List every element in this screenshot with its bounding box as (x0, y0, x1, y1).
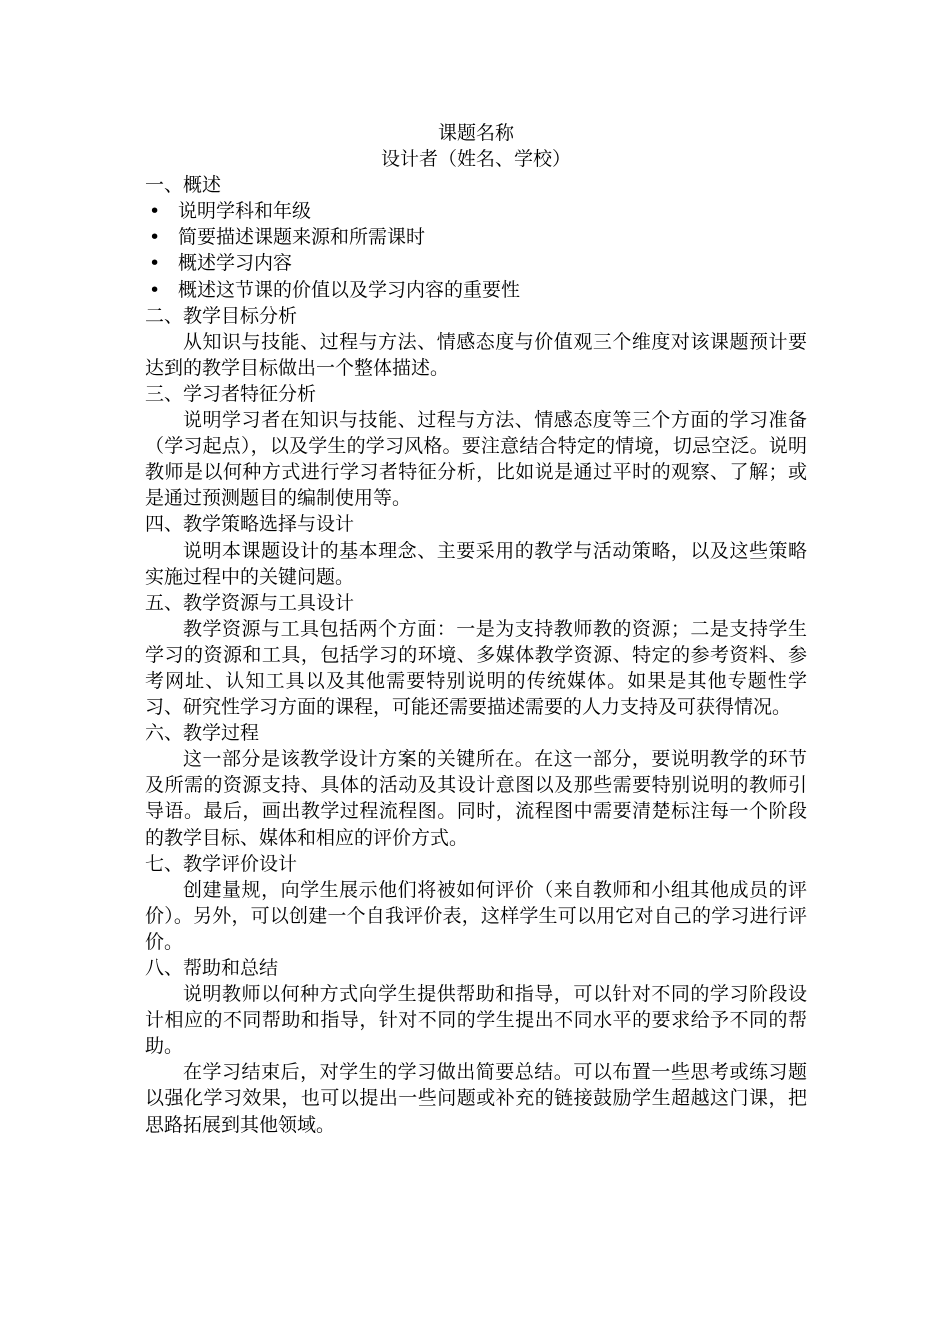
section-overview (145, 172, 807, 302)
document-page (145, 120, 807, 1138)
bullet-icon: • (149, 226, 161, 249)
paragraph: 在学习结束后，对学生的学习做出简要总结。可以布置一些思考或练习题以强化学习效果，也可以提出一些问题或补充的链接鼓励学生超越这门课，把思路拓展到其他领域。 (145, 1061, 807, 1136)
list-item-text: 概述这节课的价值以及学习内容的重要性 (178, 278, 521, 301)
list-item (145, 250, 807, 276)
list-item-text: 概述学习内容 (178, 252, 293, 275)
bullet-icon: • (149, 200, 161, 223)
section-heading: 七、教学评价设计 (145, 852, 298, 875)
paragraph: 教学资源与工具包括两个方面：一是为支持教师教的资源；二是支持学生学习的资源和工具，包括学习的环境、多媒体教学资源、特定的参考资料、参考网址、认知工具以及其他需要特别说明的传统媒体。如果是其他专题性学习、研究性学习方面的课程，可能还需要描述需要的人力支持及可获得情况。 (145, 617, 807, 719)
paragraph: 说明教师以何种方式向学生提供帮助和指导，可以针对不同的学习阶段设计相应的不同帮助和指导，针对不同的学生提出不同水平的要求给予不同的帮助。 (145, 983, 807, 1058)
section-strategy (145, 511, 807, 589)
bullet-icon: • (149, 252, 161, 275)
list-item (145, 198, 807, 224)
section-process (145, 720, 807, 850)
list-item (145, 224, 807, 250)
list-item-text: 简要描述课题来源和所需课时 (178, 226, 426, 249)
paragraph: 这一部分是该教学设计方案的关键所在。在这一部分，要说明教学的环节及所需的资源支持、具体的活动及其设计意图以及那些需要特别说明的教师引导语。最后，画出教学过程流程图。同时，流程图中需要清楚标注每一个阶段的教学目标、媒体和相应的评价方式。 (145, 748, 807, 849)
section-heading: 四、教学策略选择与设计 (145, 513, 355, 536)
paragraph: 从知识与技能、过程与方法、情感态度与价值观三个维度对该课题预计要达到的教学目标做出一个整体描述。 (145, 330, 807, 379)
paragraph: 说明本课题设计的基本理念、主要采用的教学与活动策略，以及这些策略实施过程中的关键问题。 (145, 539, 807, 588)
bullet-list (145, 198, 807, 302)
section-learner-analysis (145, 381, 807, 511)
section-evaluation (145, 851, 807, 955)
section-resources (145, 590, 807, 720)
section-heading: 八、帮助和总结 (145, 957, 279, 979)
list-item-text: 说明学科和年级 (178, 200, 312, 223)
section-heading: 五、教学资源与工具设计 (145, 591, 355, 614)
section-objectives (145, 303, 807, 381)
document-subtitle: 设计者（姓名、学校） (380, 148, 571, 171)
paragraph: 说明学习者在知识与技能、过程与方法、情感态度等三个方面的学习准备（学习起点），以及学生的学习风格。要注意结合特定的情境，切忌空泛。说明教师是以何种方式进行学习者特征分析，比如说是通过平时的观察、了解；或是通过预测题目的编制使用等。 (145, 409, 807, 510)
section-heading: 一、概述 (145, 174, 222, 197)
list-item (145, 277, 807, 303)
section-heading: 三、学习者特征分析 (145, 382, 317, 405)
paragraph: 创建量规，向学生展示他们将被如何评价（来自教师和小组其他成员的评价）。另外，可以创建一个自我评价表，这样学生可以用它对自己的学习进行评价。 (145, 878, 807, 953)
bullet-icon: • (149, 278, 161, 301)
section-heading: 二、教学目标分析 (145, 304, 298, 327)
section-help-summary (145, 955, 807, 1138)
section-heading: 六、教学过程 (145, 722, 260, 745)
document-title: 课题名称 (437, 122, 514, 144)
